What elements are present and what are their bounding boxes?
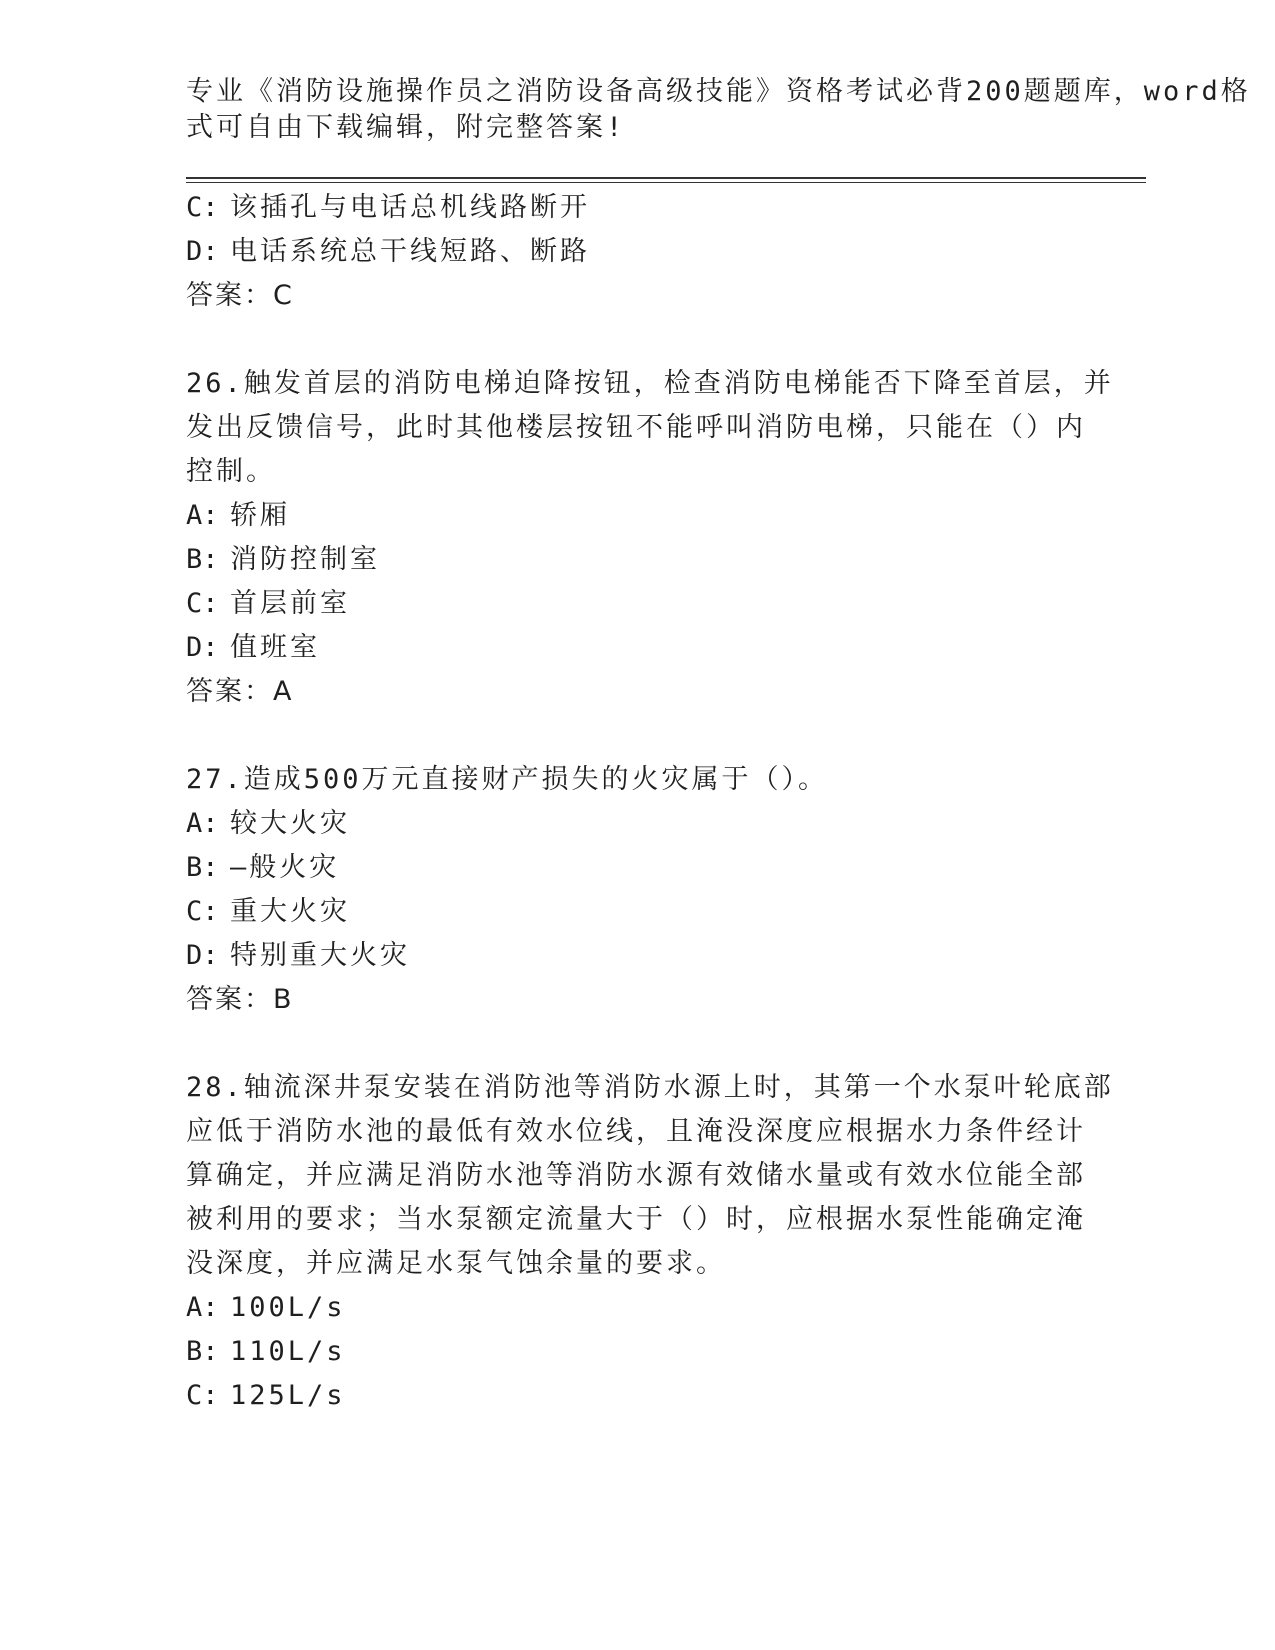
option-letter: A: [186, 808, 219, 839]
option-text: 首层前室 [230, 588, 350, 619]
option-text: 消防控制室 [230, 544, 380, 575]
option-letter: D: [186, 632, 219, 663]
option-letter: A: [186, 1292, 219, 1323]
option-letter: D: [186, 236, 219, 267]
q27-stem-line-1: 27.造成500万元直接财产损失的火灾属于（）。 [186, 764, 829, 795]
header-line-2: 式可自由下载编辑，附完整答案! [186, 112, 626, 143]
q28-stem-line-1: 28.轴流深井泵安装在消防池等消防水源上时，其第一个水泵叶轮底部 [186, 1072, 1114, 1103]
option-text: 110L/s [230, 1336, 346, 1367]
q28-option-a [186, 1290, 346, 1326]
option-text: 较大火灾 [230, 808, 350, 839]
option-letter: C: [186, 896, 219, 927]
q26-stem-line-3: 控制。 [186, 456, 276, 487]
q28-stem-line-4: 被利用的要求；当水泵额定流量大于（）时，应根据水泵性能确定淹 [186, 1204, 1086, 1235]
option-text: 轿厢 [230, 500, 290, 531]
option-letter: C: [186, 588, 219, 619]
option-letter: C: [186, 1380, 219, 1411]
option-letter: B: [186, 1336, 219, 1367]
q26-option-c [186, 586, 350, 622]
option-letter: B: [186, 852, 219, 883]
option-letter: A: [186, 500, 219, 531]
header-divider-thin [186, 182, 1146, 183]
q26-option-a [186, 498, 290, 534]
header-line-1: 专业《消防设施操作员之消防设备高级技能》资格考试必背200题题库，word格 [186, 76, 1251, 107]
option-text: 值班室 [230, 632, 320, 663]
option-letter: D: [186, 940, 219, 971]
option-text: 电话系统总干线短路、断路 [230, 236, 590, 267]
q25-option-d [186, 234, 590, 270]
header-divider-thick [186, 177, 1146, 179]
document-header [186, 74, 1251, 146]
q26-answer: 答案：A [186, 676, 294, 707]
q27-answer: 答案：B [186, 984, 294, 1015]
q26-option-d [186, 630, 320, 666]
q27-option-b [186, 850, 339, 886]
q26-stem-line-1: 26.触发首层的消防电梯迫降按钮，检查消防电梯能否下降至首层，并 [186, 368, 1114, 399]
q28-option-b [186, 1334, 346, 1370]
q25-option-c [186, 190, 590, 226]
q27-option-c [186, 894, 350, 930]
q27-option-a [186, 806, 350, 842]
q27-option-d [186, 938, 410, 974]
option-text: 100L/s [230, 1292, 346, 1323]
q28-stem-line-3: 算确定，并应满足消防水池等消防水源有效储水量或有效水位能全部 [186, 1160, 1086, 1191]
option-text: 重大火灾 [230, 896, 350, 927]
option-letter: B: [186, 544, 219, 575]
q28-stem-line-5: 没深度，并应满足水泵气蚀余量的要求。 [186, 1248, 726, 1279]
option-text: 125L/s [230, 1380, 346, 1411]
q25-answer: 答案：C [186, 280, 294, 311]
q28-stem-line-2: 应低于消防水池的最低有效水位线，且淹没深度应根据水力条件经计 [186, 1116, 1086, 1147]
option-text: 特别重大火灾 [230, 940, 410, 971]
option-text: 该插孔与电话总机线路断开 [230, 192, 590, 223]
q26-stem-line-2: 发出反馈信号，此时其他楼层按钮不能呼叫消防电梯，只能在（）内 [186, 412, 1086, 443]
option-letter: C: [186, 192, 219, 223]
option-text: —般火灾 [230, 852, 340, 883]
q26-option-b [186, 542, 380, 578]
q28-option-c [186, 1378, 346, 1414]
